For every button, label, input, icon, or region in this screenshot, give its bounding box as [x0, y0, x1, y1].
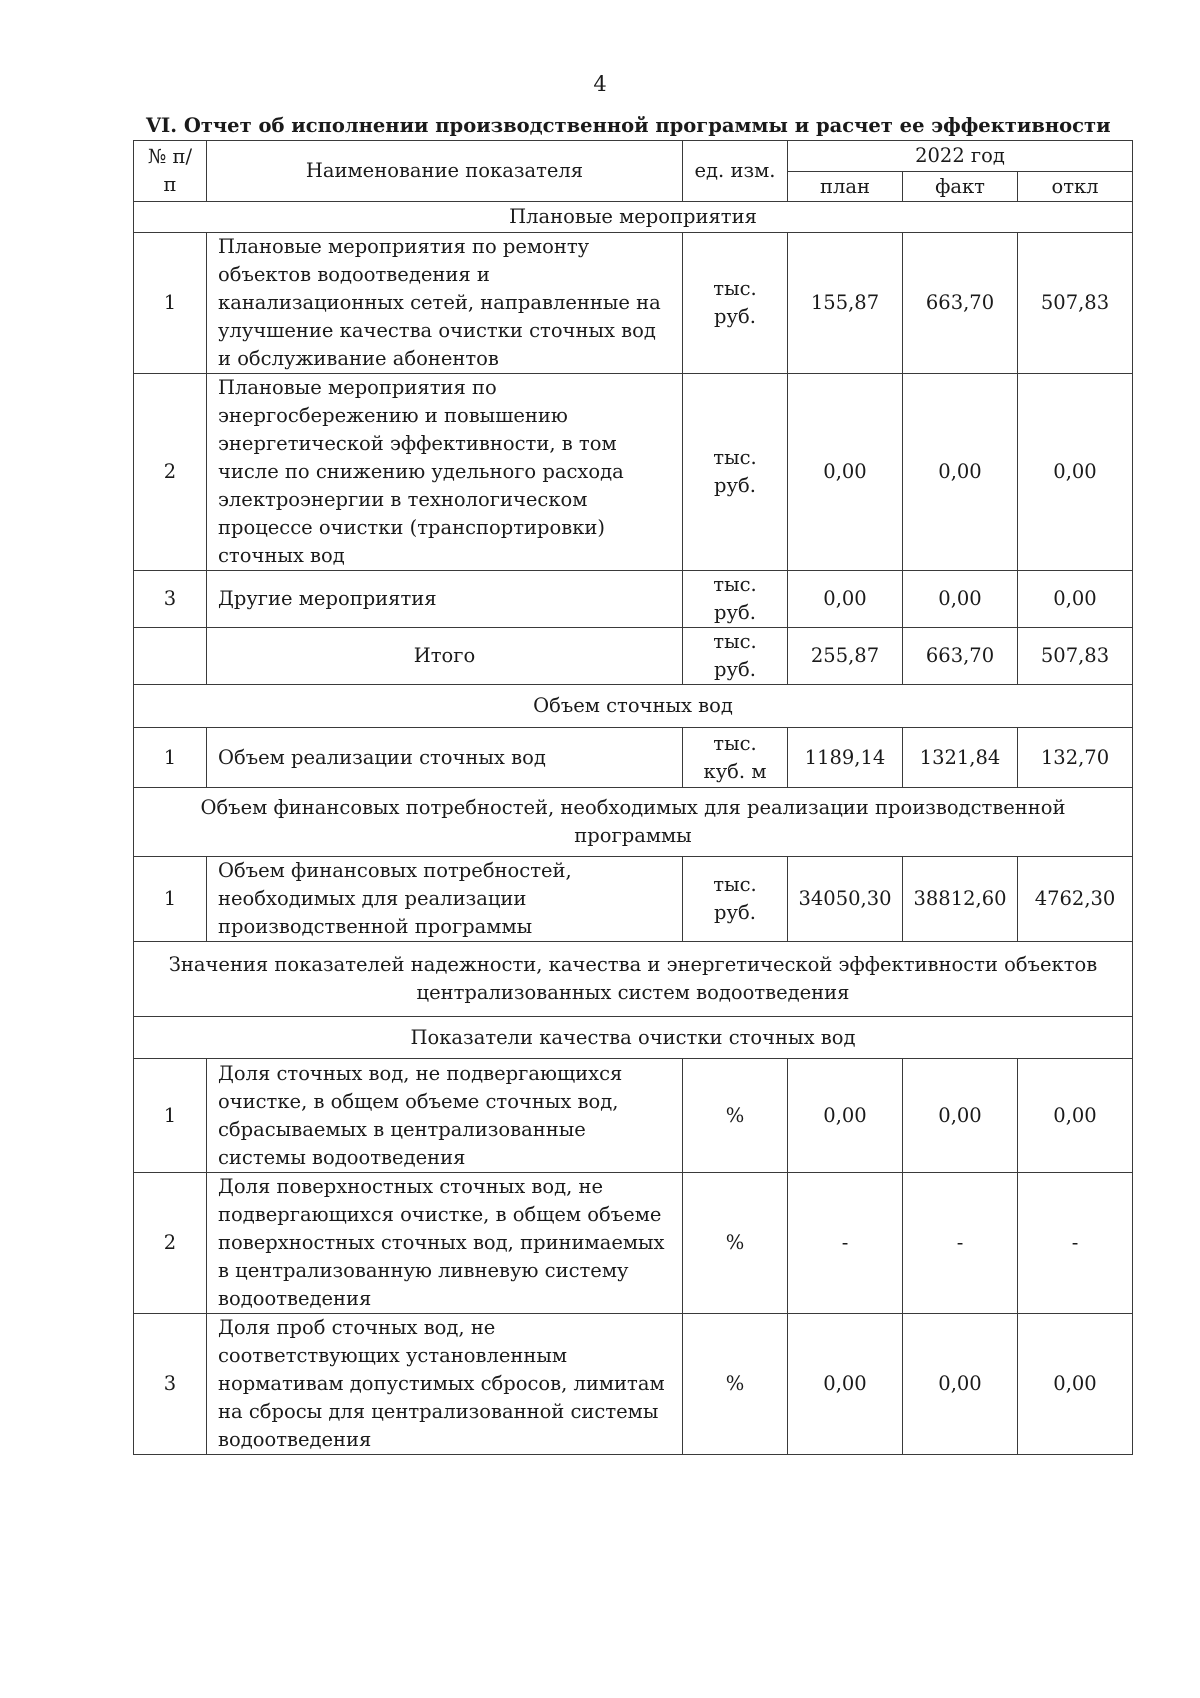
row-plan: 1189,14 [788, 728, 903, 788]
row-num [134, 628, 207, 685]
row-fact: 0,00 [903, 571, 1018, 628]
row-name: Доля поверхностных сточных вод, не подвергающихся очистке, в общем объеме поверхностных сточных вод, принимаемых в централизованную ливневую систему водоотведения [207, 1173, 683, 1314]
row-plan: 0,00 [788, 571, 903, 628]
row-fact: 663,70 [903, 628, 1018, 685]
row-dev: 0,00 [1018, 374, 1133, 571]
row-name: Объем финансовых потребностей, необходимых для реализации производственной программы [207, 857, 683, 942]
row-unit: тыс. руб. [683, 571, 788, 628]
table-row [134, 233, 1133, 374]
row-num: 3 [134, 571, 207, 628]
row-plan: 155,87 [788, 233, 903, 374]
table-row [134, 374, 1133, 571]
section-wastewater-volume: Объем сточных вод [134, 685, 1133, 728]
row-name: Плановые мероприятия по ремонту объектов водоотведения и канализационных сетей, направленные на улучшение качества очистки сточных вод и обслуживание абонентов [207, 233, 683, 374]
row-unit: тыс. руб. [683, 628, 788, 685]
row-dev: 0,00 [1018, 1059, 1133, 1173]
table-row [134, 571, 1133, 628]
row-plan: 255,87 [788, 628, 903, 685]
row-unit: тыс. руб. [683, 374, 788, 571]
row-num: 1 [134, 233, 207, 374]
row-unit: % [683, 1059, 788, 1173]
row-dev: 0,00 [1018, 571, 1133, 628]
row-name: Доля сточных вод, не подвергающихся очистке, в общем объеме сточных вод, сбрасываемых в централизованные системы водоотведения [207, 1059, 683, 1173]
section-heading: VI. Отчет об исполнении производственной программы и расчет ее эффективности [146, 114, 1111, 137]
row-fact: 663,70 [903, 233, 1018, 374]
header-name: Наименование показателя [207, 141, 683, 202]
report-table [133, 140, 1133, 1455]
table-row [134, 1059, 1133, 1173]
row-fact: - [903, 1173, 1018, 1314]
row-num: 2 [134, 1173, 207, 1314]
row-dev: 4762,30 [1018, 857, 1133, 942]
row-fact: 1321,84 [903, 728, 1018, 788]
row-unit: % [683, 1173, 788, 1314]
section-quality: Показатели качества очистки сточных вод [134, 1017, 1133, 1059]
header-fact: факт [903, 172, 1018, 202]
header-year: 2022 год [788, 141, 1133, 172]
section-planned-measures: Плановые мероприятия [134, 202, 1133, 233]
table-row [134, 1314, 1133, 1455]
row-dev: 0,00 [1018, 1314, 1133, 1455]
row-num: 1 [134, 1059, 207, 1173]
row-name: Итого [207, 628, 683, 685]
row-fact: 38812,60 [903, 857, 1018, 942]
header-plan: план [788, 172, 903, 202]
row-unit: тыс. руб. [683, 857, 788, 942]
row-dev: - [1018, 1173, 1133, 1314]
row-plan: 0,00 [788, 1059, 903, 1173]
page-number: 4 [593, 72, 607, 96]
row-plan: - [788, 1173, 903, 1314]
row-fact: 0,00 [903, 1059, 1018, 1173]
row-name: Объем реализации сточных вод [207, 728, 683, 788]
header-num: № п/п [134, 141, 207, 202]
table-row-total [134, 628, 1133, 685]
row-name: Другие мероприятия [207, 571, 683, 628]
table-row [134, 857, 1133, 942]
row-plan: 0,00 [788, 374, 903, 571]
section-financial-needs: Объем финансовых потребностей, необходимых для реализации производственной программы [134, 788, 1133, 857]
row-num: 3 [134, 1314, 207, 1455]
section-indicators: Значения показателей надежности, качества и энергетической эффективности объектов централизованных систем водоотведения [134, 942, 1133, 1017]
row-dev: 132,70 [1018, 728, 1133, 788]
table-row [134, 1173, 1133, 1314]
row-fact: 0,00 [903, 374, 1018, 571]
row-num: 1 [134, 728, 207, 788]
row-num: 1 [134, 857, 207, 942]
row-unit: тыс. руб. [683, 233, 788, 374]
row-dev: 507,83 [1018, 233, 1133, 374]
row-fact: 0,00 [903, 1314, 1018, 1455]
row-name: Доля проб сточных вод, не соответствующих установленным нормативам допустимых сбросов, лимитам на сбросы для централизованной системы водоотведения [207, 1314, 683, 1455]
row-unit: тыс. куб. м [683, 728, 788, 788]
table-row [134, 728, 1133, 788]
row-dev: 507,83 [1018, 628, 1133, 685]
header-dev: откл [1018, 172, 1133, 202]
row-num: 2 [134, 374, 207, 571]
row-plan: 0,00 [788, 1314, 903, 1455]
header-unit: ед. изм. [683, 141, 788, 202]
row-unit: % [683, 1314, 788, 1455]
row-plan: 34050,30 [788, 857, 903, 942]
row-name: Плановые мероприятия по энергосбережению и повышению энергетической эффективности, в том числе по снижению удельного расхода электроэнергии в технологическом процессе очистки (транспортировки) сточных вод [207, 374, 683, 571]
